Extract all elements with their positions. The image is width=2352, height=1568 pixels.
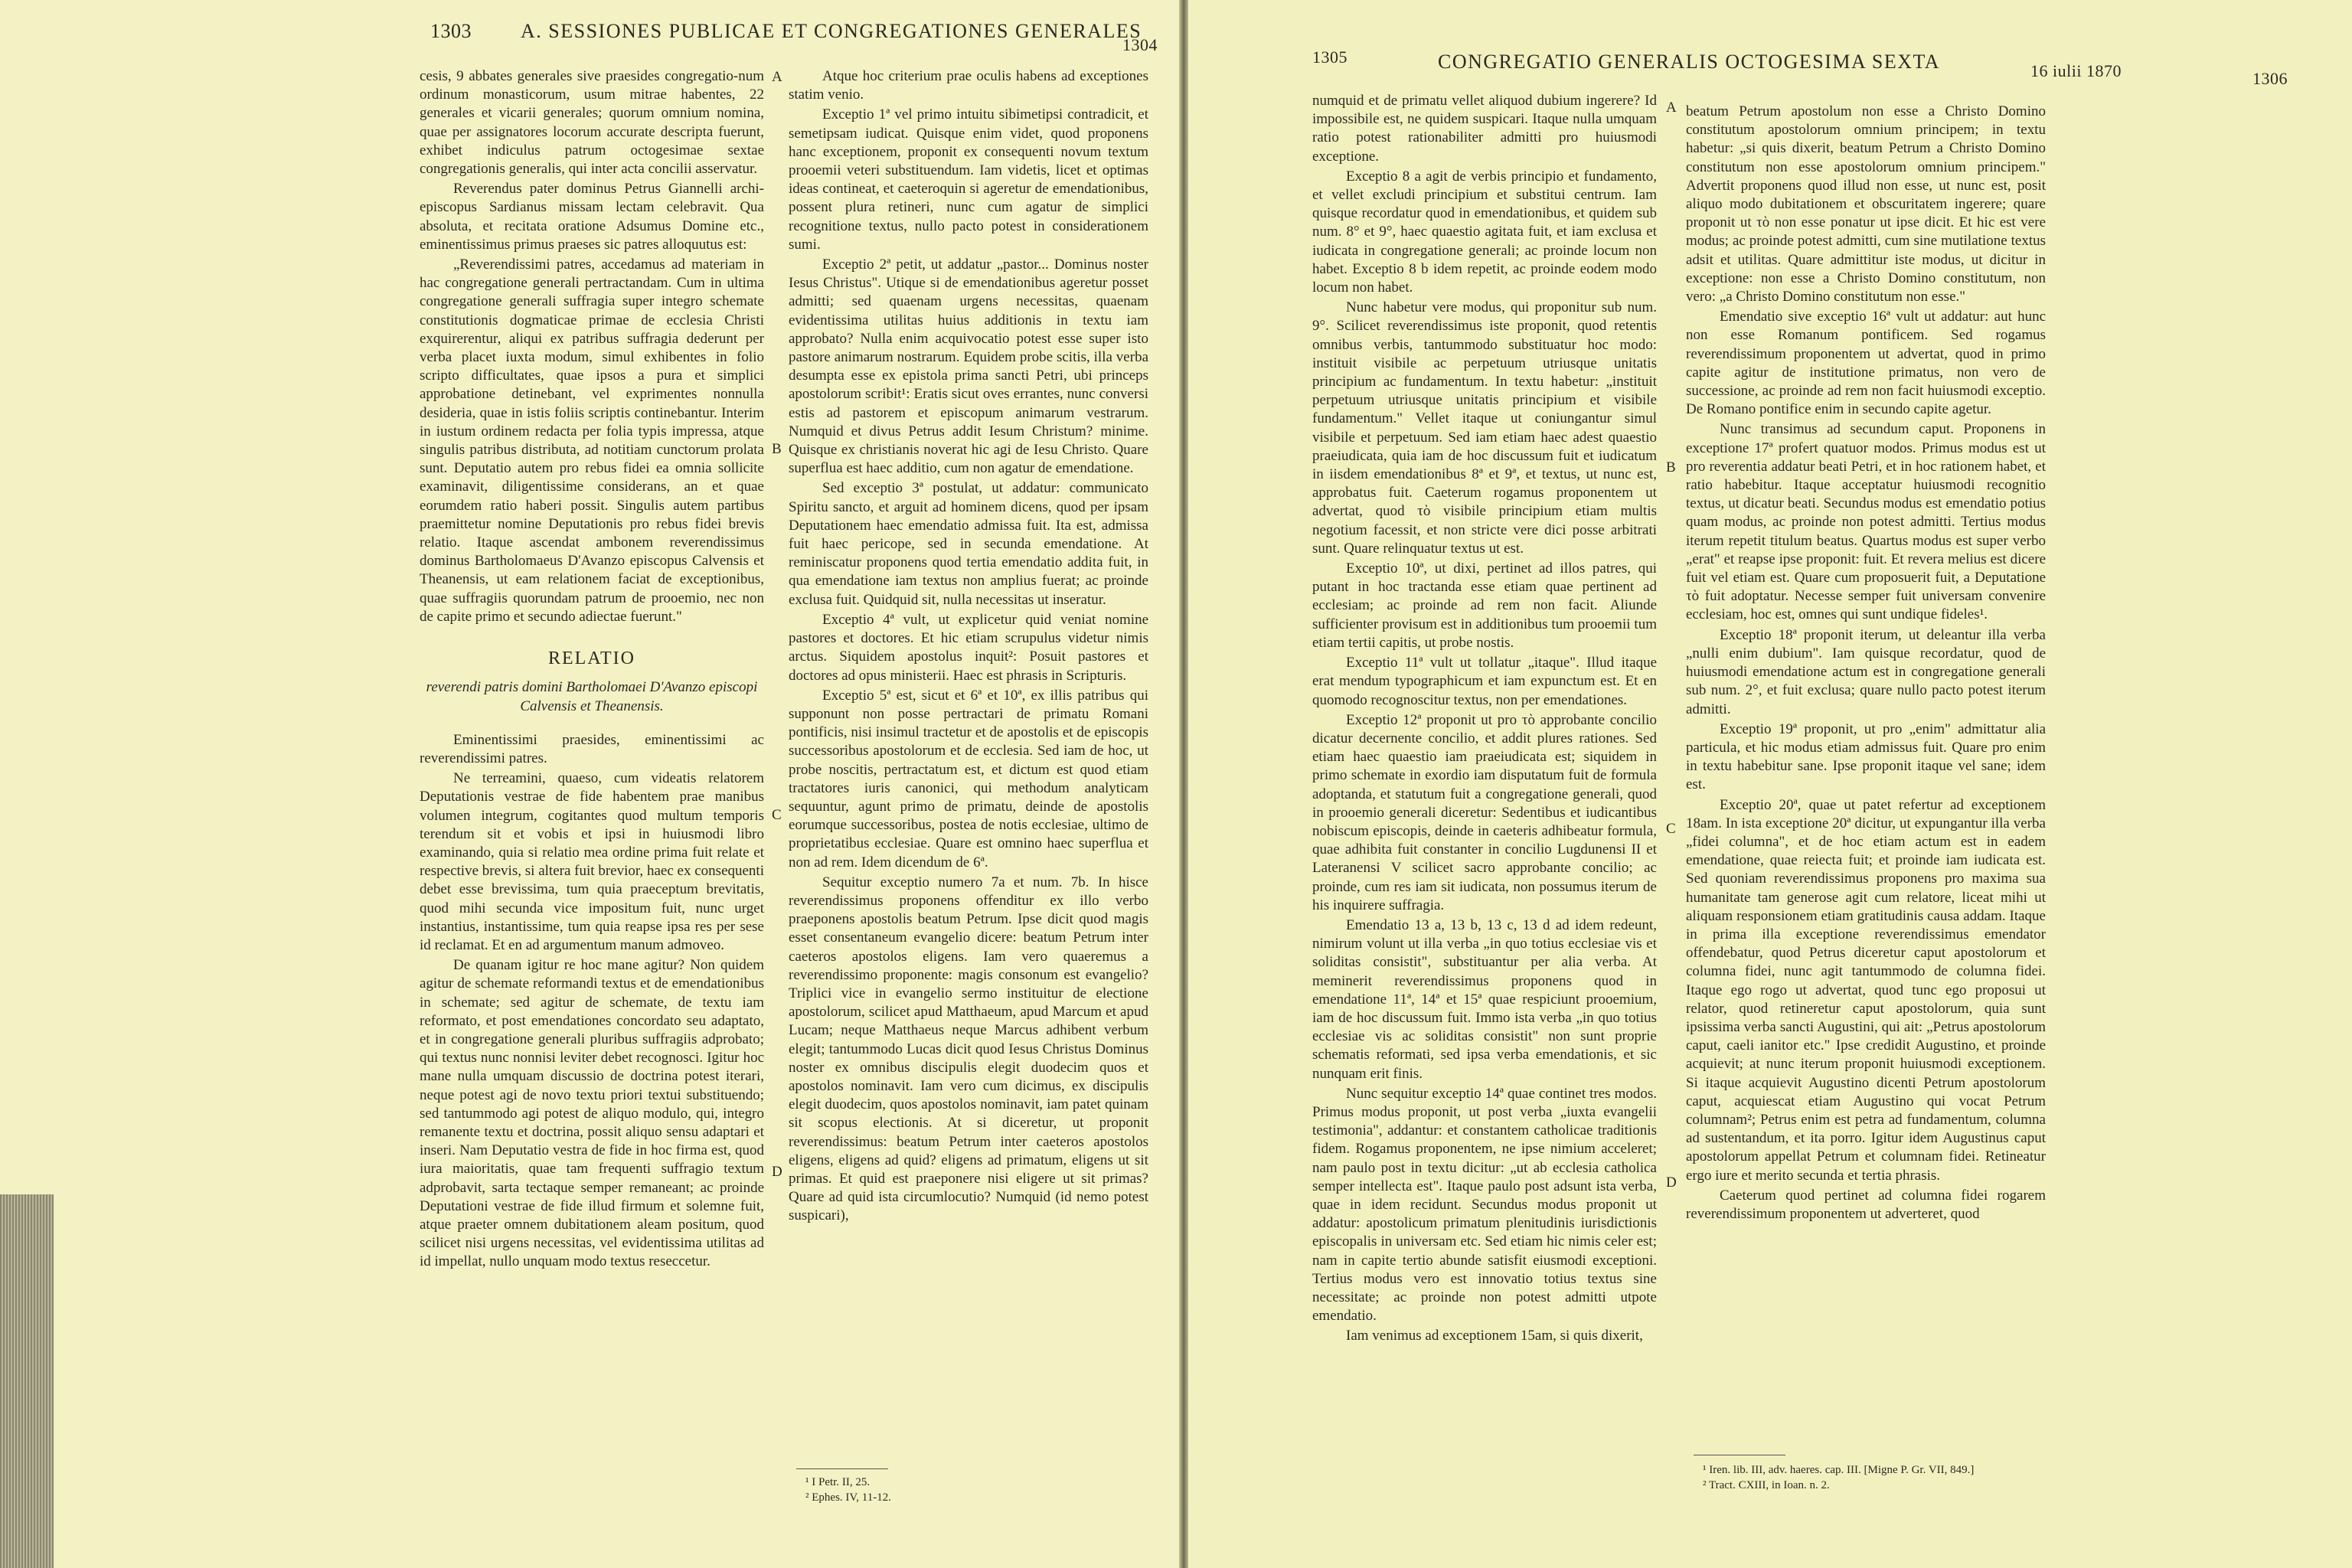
- paragraph: De quanam igitur re hoc mane agitur? Non quidem agitur de schemate reformandi textus et de emendationibus in schemate; sed agitur de schemate, de textu iam reformato, et post emendationes concordato seu adaptato, et in congregatione generali pluribus suffragiis adprobato; qui textus nunc nonnisi leviter debet recognosci. Igitur hoc mane nulla umquam discussio de doctrina potest iterari, neque potest agi de novo textu priori textui substituendo; sed tantummodo agi potest de aliquo modulo, qui, integro remanente textu et doctrina, possit aliquo sensu adaptari et inseri. Nam Deputatio vestra de fide in hoc firma est, quod iura maioritatis, quae tam frequenti suffragio textum adprobavit, sarta tectaque semper remaneant; ac proinde Deputationi vestrae de fide illud firmum et solemne fuit, atque praeter omnem dubitationem aleam positum, quod scilicet nisi urgens necessitas, vel evidentissima utilitas ad id impellat, nullo unquam modo textus reseccetur.: [420, 957, 764, 1270]
- footnote: ¹ I Petr. II, 25.: [805, 1476, 871, 1488]
- relatio-subheading: reverendi patris domini Bartholomaei D'Avanzo episcopi Calvensis et Theanensis.: [426, 679, 758, 714]
- margin-letter: B: [772, 441, 782, 457]
- right-page-number: 1305: [1312, 47, 1348, 67]
- paragraph: Eminentissimi praesides, eminentissimi ac reverendissimi patres.: [420, 731, 764, 766]
- footnote: ² Ephes. IV, 11-12.: [805, 1491, 891, 1504]
- paragraph: Exceptio 10ª, ut dixi, pertinet ad illos patres, qui putant in hoc tractanda esse etiam quae pertinent ad ecclesiam; ac proinde ad rem non facit. Aliunde sufficienter provisum est in additionibus tum prooemii tum etiam tertii capitis, ut probe nostis.: [1312, 560, 1657, 651]
- margin-letter: C: [1666, 821, 1676, 837]
- book-gutter: [1179, 0, 1188, 1568]
- paragraph: cesis, 9 abbates generales sive praesides congregatio-num ordinum monasticorum, usum mitrae habentes, 22 generales et vicarii generales; quorum omnium nomina, quae per assignatores locorum accurate descripta fuerunt, exhibet indiculus patrum octogesimae sextae congregationis generalis, qui inter acta concilii asservatur.: [420, 68, 764, 178]
- paragraph: Nunc transimus ad secundum caput. Proponens in exceptione 17ª profert quatuor modos. Primus modus est ut pro reverentia addatur beati Petri, et in hoc rationem habet, et ratio habebitur. Itaque acceptatur huiusmodi recognitio textus, ut dicatur beati. Secundus modus est emendatio potius quam modus, ac proinde non potest admitti. Tertius modus iterum repetit titulum beatus. Quartus modus est super verbo „erat" et reapse ipse proponit: fuit. Et revera melius est dicere fuit vel etiam est. Quare cum proposuerit fuit, a Deputatione τὸ fuit adoptatur. Necesse semper fuit universam convenire ecclesiam, hoc est, omnes qui sunt undique fideles¹.: [1686, 421, 2046, 623]
- margin-letter: B: [1666, 459, 1676, 475]
- footnote: ¹ Iren. lib. III, adv. haeres. cap. III. [Migne P. Gr. VII, 849.]: [1703, 1464, 1975, 1476]
- right-page: [1188, 0, 2352, 1568]
- paragraph: numquid et de primatu vellet aliquod dubium ingerere? Id impossibile est, ne quidem suspicari. Itaque nulla umquam ratio potest rationabiliter admitti pro huiusmodi exceptione.: [1312, 93, 1657, 165]
- paragraph: Caeterum quod pertinet ad columna fidei rogarem reverendissimum proponentem ut adverteret, quod: [1686, 1187, 2046, 1222]
- paragraph: Sed exceptio 3ª postulat, ut addatur: communicato Spiritu sancto, et arguit ad hominem dicens, quod per ipsam Deputationem haec emendatio admissa fuit. Ita est, admissa fuit haec pericope, sed in secunda emendatione. At reminiscatur proponens quod tertia emendatio addita fuit, in qua emendatione iam textus non amplius fuerat; ac proinde exclusa fuit. Quidquid sit, nulla necessitas ut inseratur.: [789, 480, 1148, 608]
- footnote-rule: [796, 1468, 888, 1469]
- paragraph: Exceptio 8 a agit de verbis principio et fundamento, et vellet excludi principium et substitui centrum. Iam quisque recordatur quod in emendationibus, et quidem sub num. 8° et 9°, haec quaestio agitata fuit, et iam exclusa et iudicata in congregatione generali; ac proinde locum non habet. Exceptio 8 b idem repetit, ac proinde eodem modo locum non habet.: [1312, 168, 1657, 296]
- paragraph: Emendatio sive exceptio 16ª vult ut addatur: aut hunc non esse Romanum pontificem. Sed rogamus reverendissimum proponentem ut advertat, quod in primo capite agitur de institutione primatus, non vero de successione, ac proinde ad rem non facit huiusmodi exceptio. De Romano pontifice enim in secundo capite agetur.: [1686, 309, 2046, 418]
- paragraph: Reverendus pater dominus Petrus Giannelli archi-episcopus Sardianus missam lectam celebravit. Qua absoluta, et recitata oratione Adsumus Domine etc., eminentissimus primus praeses sic patres alloquutus est:: [420, 181, 764, 253]
- paragraph: Nunc sequitur exceptio 14ª quae continet tres modos. Primus modus proponit, ut post verba „iuxta evangelii testimonia", addantur: et constantem catholicae traditionis fidem. Rogamus proponentem, ne ipse nimium acceleret; nam paulo post in textu dicitur: „ut ab ecclesia catholica semper intellecta est". Itaque paulo post adsunt ista verba, quae in idem recidunt. Secundus modus proponit ut addatur: apostolicum primatum plenitudinis iurisdictionis episcopalis in universam etc. Sed etiam hic nimis celer est; nam in capite tertio abunde satisfit eiusmodi exceptioni. Tertius modus vero est innovatio totius textus sine necessitate; ac proinde non potest admitti utpote emendatio.: [1312, 1085, 1657, 1325]
- left-running-head: A. SESSIONES PUBLICAE ET CONGREGATIONES GENERALES: [521, 20, 1142, 42]
- page-edges: [0, 1194, 54, 1568]
- paragraph: Exceptio 1ª vel primo intuitu sibimetipsi contradicit, et semetipsam iudicat. Quisque enim videt, quod proponens hanc exceptionem, proponit ex consequenti novum textum prooemii veteri substituendum. Iam videtis, licet et optimas ideas contineat, et caeteroquin si ageretur de emendationibus, possent plura retineri, nunc cum agatur de simplici recognitione textus, nullo pacto potest in considerationem sumi.: [789, 106, 1148, 253]
- paragraph: Exceptio 11ª vult ut tollatur „itaque". Illud itaque erat mendum typographicum et iam expunctum est. Et en quomodo recognoscitur textus, non per emendationes.: [1312, 655, 1657, 708]
- footnote: ² Tract. CXIII, in Ioan. n. 2.: [1703, 1479, 1830, 1491]
- margin-letter: A: [772, 69, 782, 85]
- paragraph: „Reverendissimi patres, accedamus ad materiam in hac congregatione generali pertractandam. Cum in ultima congregatione generali suffragia super integro schemate constitutionis dogmaticae primae de ecclesia Christi exquirerentur, aliqui ex patribus suffragia dederunt per verba placet iuxta modum, simul exhibentes in folio scripto difficultates, quae ipsos a pura et simplici approbatione detinebant, vel exprimentes nonnulla desideria, quae in istis foliis scriptis continebantur. Interim in iustum ordinem redacta per folia typis impressa, atque singulis patribus distributa, ad notitiam cunctorum prolata sunt. Deputatio autem pro rebus fidei ea omnia sollicite examinavit, diligentissime considerans, an et quae eorumdem ratio haberi possit. Singulis autem partibus praemittetur nomine Deputationis pro rebus fidei brevis relatio. Itaque ascendat ambonem reverendissimus dominus Bartholomaeus D'Avanzo episcopus Calvensis et Theanensis, ut eam relationem faciat de exceptionibus, quae suffragiis quorundam patrum de prooemio, nec non de capite primo et secundo adiectae fuerunt.": [420, 256, 764, 625]
- right-page-number-2: 1306: [2252, 69, 2288, 88]
- left-page-number-2: 1304: [1122, 35, 1158, 54]
- margin-letter: A: [1666, 100, 1677, 116]
- paragraph: Exceptio 2ª petit, ut addatur „pastor... Dominus noster Iesus Christus". Utique si de emendationibus ageretur posset admitti; sed quaenam urgens necessitas, quaenam evidentissima utilitas huius additionis in textu iam approbato? Nulla enim acquivocatio potest esse super isto pastore animarum nostrarum. Equidem probe scitis, illa verba desumpta esse ex epistola prima sancti Petri, ubi princeps apostolorum scribit¹: Eratis sicut oves errantes, nunc conversi estis ad pastorem et episcopum animarum vestrarum. Numquid et divus Petrus addit Iesum Christum? minime. Quisque ex christianis noverat hic agi de Iesu Christo. Quare superflua est haec additio, cum non agatur de emendatione.: [789, 256, 1148, 477]
- paragraph: Exceptio 20ª, quae ut patet refertur ad exceptionem 18am. In ista exceptione 20ª dicitur, ut expungantur illa verba „fidei columna", et de hoc etiam actum est in eadem emendatione, quae reiecta fuit; et proinde iam iudicata est. Sed quoniam reverendissimus proponens pro maxima sua humanitate tam generose agit cum relatore, liceat mihi ut aliquam responsionem etiam gratitudinis causa addam. Itaque in prima illa exceptione reverendissimus emendator offendebatur, quod Petrus diceretur caput apostolorum et columna fidei, nunc agit tantummodo de columna fidei. Itaque ego rogo ut advertat, quod tunc ego proposui ut relator, quod retineretur caput apostolorum, quia sunt ipsissima verba sancti Augustini, qui ait: „Petrus apostolorum caput, caeli ianitor etc." Ipse credidit Augustino, et proinde acquievit; at nunc iterum proponit huiusmodi exceptionem. Si itaque acquievit Augustino dicenti Petrum apostolorum caput, acquiescat etiam Augustino qui vocat Petrum columnam²; Petrus enim est petra ad fundamentum, columna ad sustentandum, et ita porro. Igitur idem Augustinus caput apostolorum appellat Petrum et columnam fidei. Retineatur ergo iure et merito secunda et tertia phrasis.: [1686, 796, 2046, 1184]
- paragraph: Exceptio 4ª vult, ut explicetur quid veniat nomine pastores et doctores. Et hic etiam scrupulus videtur nimis arctus. Siquidem apostolus inquit²: Posuit pastores et doctores ad opus ministerii. Haec est phrasis in Scripturis.: [789, 611, 1148, 684]
- paragraph: Exceptio 12ª proponit ut pro τὸ approbante concilio dicatur decernente concilio, et addit plures rationes. Sed etiam haec quaestio iam praeiudicata est; siquidem in primo schemate in exordio iam disputatum fuit de formula adoptanda, et statutum fuit a congregatione generali, quod in prooemio generali diceretur: Sedentibus et iudicantibus nobiscum episcopis, deinde in caeteris adhibeatur formula, quae adhibita fuit constanter in concilio Lugdunensi II et Lateranensi V scilicet sacro approbante concilio; ac proinde, cum res iam sit iudicata, non possumus iterum de his inquirere suffragia.: [1312, 711, 1657, 913]
- paragraph: Exceptio 18ª proponit iterum, ut deleantur illa verba „nulli enim dubium". Iam quisque recordatur, quod de huiusmodi emendatione actum est in congregatione generali sub num. 2°, et fuit exclusa; quare nullo pacto potest iterum admitti.: [1686, 626, 2046, 717]
- paragraph: Exceptio 19ª proponit, ut pro „enim" admittatur alia particula, et hic modus etiam admissus fuit. Quare pro enim in textu habebitur sane. Ipse proponit itaque vel sane; idem est.: [1686, 720, 2046, 793]
- right-running-head: CONGREGATIO GENERALIS OCTOGESIMA SEXTA: [1438, 51, 1941, 73]
- paragraph: Nunc habetur vere modus, qui proponitur sub num. 9°. Scilicet reverendissimus iste proponit, quod retentis omnibus verbis, tantummodo substituatur hoc modo: instituit visibile ac perpetuum utriusque unitatis principium ac fundamentum. In textu habetur: „instituit perpetuum utriusque unitatis principium et visibile fundamentum." Vellet itaque ut coniungantur simul visibile et perpetuum. Sed iam etiam haec adest quaestio praeiudicata, quia iam de hoc discussum fuit et iudicatum in iisdem emendationibus 8ª et 9ª, et textus, ut nunc est, approbatus fuit. Caeterum rogamus proponentem ut advertat, quod τὸ visibile principium etiam multis negotium facessit, et non stricte vere dici posse arbitrati sunt. Quare relinquatur textus ut est.: [1312, 299, 1657, 557]
- margin-letter: C: [772, 807, 782, 823]
- paragraph: beatum Petrum apostolum non esse a Christo Domino constitutum apostolorum omnium principem; in textu habetur: „si quis dixerit, beatum Petrum a Christo Domino constitutum non esse apostolorum omnium principem." Advertit proponens quod illud non esse, ut nunc est, posit aliquo modo dubitationem et obscuritatem ingerere; quare proponit ut τὸ non esse ponatur ut ipse dicit. Et hic est vere modus; ac proinde potest admitti, cum sine mutilatione textus adsit et utilitas. Quare admittitur iste modus, ut dicitur in exceptione: non esse a Christo Domino constitutum, non vero: „a Christo Domino constitutum non esse.": [1686, 103, 2046, 305]
- margin-letter: D: [772, 1164, 782, 1180]
- session-date: 16 iulii 1870: [2030, 61, 2122, 80]
- margin-letter: D: [1666, 1174, 1677, 1191]
- relatio-heading: RELATIO: [548, 648, 635, 669]
- right-column-1: [1312, 92, 1657, 1348]
- paragraph: Ne terreamini, quaeso, cum videatis relatorem Deputationis vestrae de fide habentem prae manibus volumen integrum, cogitantes quod multum temporis terendum sit et vobis et ipsi in huiusmodi libro examinando, quia si relatio mea ordine prima fuit relate et respective brevis, si altera fuit brevior, haec ex consequenti debet esse brevissima, tum quia praeceptum brevitatis, quod mihi secunda vice impositum fuit, nunc urget instantius, instantissime, tum quia reapse ipsa res per sese id reclamat. Et en ad argumentum manum admoveo.: [420, 770, 764, 953]
- right-column-2: [1686, 103, 2046, 1225]
- paragraph: Exceptio 5ª est, sicut et 6ª et 10ª, ex illis patribus qui supponunt non posse pertractari de primatu Romani pontificis, nisi insimul tractetur et de apostolis et de episcopis successoribus apostolorum et de ecclesia. Sed iam de hoc, ut probe noscitis, pertractatum est, et dictum est quod etiam tractatores iuris canonici, qui methodum analyticam sequuntur, agunt primo de primatu, deinde de apostolis eorumque successoribus, postea de notis ecclesiae, ultimo de proprietatibus ecclesiae. Quare est omnino haec superflua et non ad rem. Idem dicendum de 6ª.: [789, 687, 1148, 871]
- paragraph: Emendatio 13 a, 13 b, 13 c, 13 d ad idem redeunt, nimirum volunt ut illa verba „in quo totius ecclesiae vis et soliditas consistit", substituantur per alia verba. At meminerit reverendissimus proponens quod in emendatione 11ª, 14ª et 15ª quae respiciunt prooemium, iam de hoc discussum fuit. Immo ista verba „in quo totius ecclesiae vis ac soliditas consistit" non sunt proprie schematis reformati, sed ipsa verba emendationis, et sic nunquam erit finis.: [1312, 916, 1657, 1082]
- left-page-number: 1303: [430, 20, 472, 42]
- left-column-2: [789, 67, 1148, 1227]
- paragraph: Atque hoc criterium prae oculis habens ad exceptiones statim venio.: [789, 68, 1148, 103]
- paragraph: Sequitur exceptio numero 7a et num. 7b. In hisce reverendissimus proponens offenditur ex illo verbo praeponens apostolis beatum Petrum. Ipse dicit quod magis esset consentaneum evangelio dicere: beatum Petrum inter caeteros apostolos eligens. Iam vero quaeremus a reverendissimo proponente: magis consonum est evangelio? Triplici vice in evangelio sermo instituitur de electione apostolorum, scilicet apud Matthaeum, apud Marcum et apud Lucam; neque Matthaeus neque Marcus adhibent verbum elegit; tantummodo Lucas dicit quod Iesus Christus Dominus noster ex omnibus discipulis elegit duodecim quos et apostolos nominavit. Iam vero cum dicimus, ex discipulis elegit duodecim, quos apostolos nominavit, iam patet quinam sit scopus electionis. At si diceretur, ut proponit reverendissimus: beatum Petrum inter caeteros apostolos eligens, eligens ad quid? eligens ad primatum, eligens ut sit primas. Et quid est praeponere nisi eligere ut sit primas? Quare ad quid ista circumlocutio? Numquid (id nemo potest suspicari),: [789, 874, 1148, 1224]
- paragraph: Iam venimus ad exceptionem 15am, si quis dixerit,: [1346, 1328, 1643, 1344]
- left-column-1: [420, 67, 764, 1273]
